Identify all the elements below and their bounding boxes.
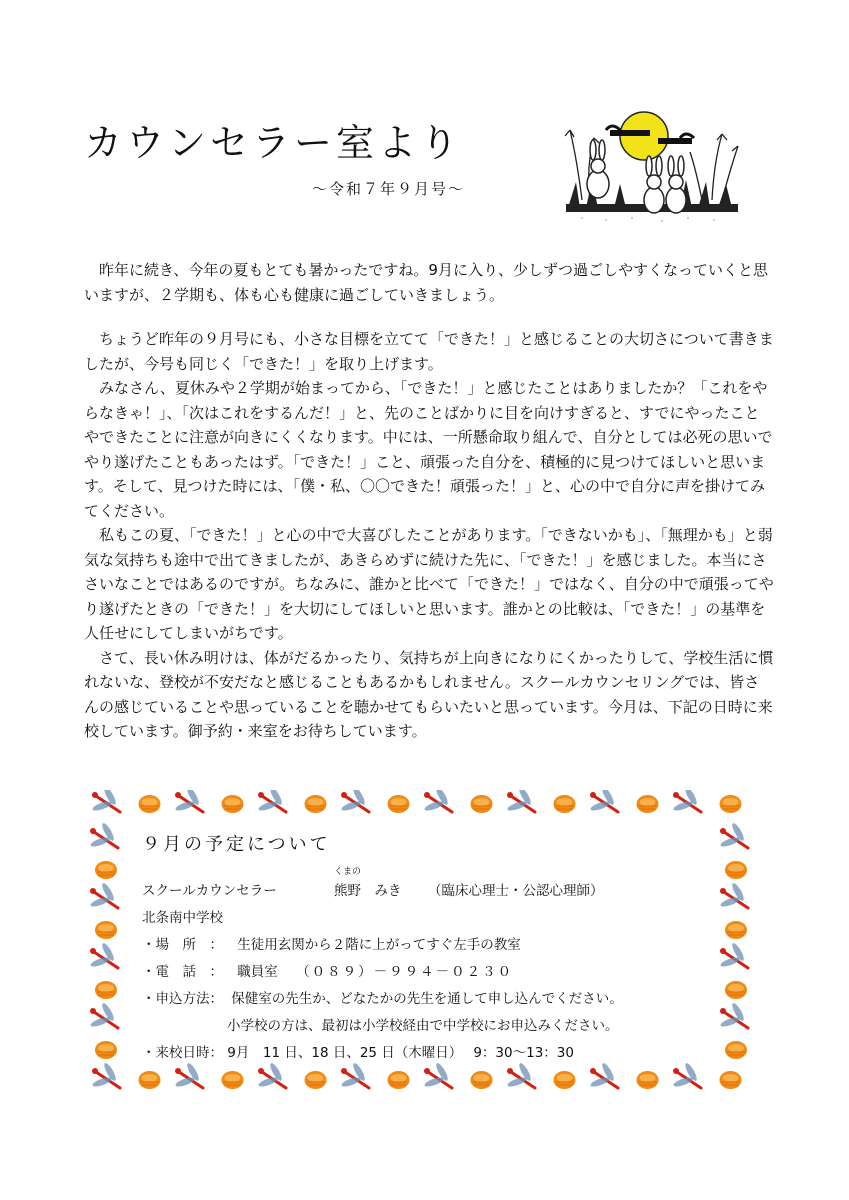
moon-rabbits-illustration bbox=[562, 100, 742, 228]
article-body bbox=[84, 258, 774, 744]
counselor-row bbox=[142, 867, 732, 905]
apply-value: 保健室の先生か、どなたかの先生を通して申し込んでください。 bbox=[231, 991, 623, 1007]
place-label: ・場 所 ： bbox=[142, 937, 223, 953]
persimmon-icon bbox=[471, 795, 493, 813]
persimmon-icon bbox=[95, 861, 117, 879]
dragonfly-icon bbox=[673, 790, 701, 812]
dragonfly-icon bbox=[341, 790, 369, 812]
rabbit-icon bbox=[666, 156, 686, 213]
rabbit-icon bbox=[644, 156, 664, 213]
dragonfly-icon bbox=[90, 882, 118, 909]
persimmon-icon bbox=[471, 1071, 493, 1089]
dates-value: 9月 11 日、18 日、25 日（木曜日） 9：30～13：30 bbox=[227, 1045, 574, 1061]
dragonfly-icon bbox=[90, 822, 118, 849]
rabbit-icon bbox=[587, 140, 609, 198]
persimmon-icon bbox=[637, 1071, 659, 1089]
dragonfly-icon bbox=[507, 790, 535, 812]
dragonfly-icon bbox=[90, 942, 118, 969]
persimmon-icon bbox=[222, 1071, 244, 1089]
apply-row bbox=[142, 986, 732, 1013]
counselor-name: 熊野 みき bbox=[334, 883, 402, 899]
dragonfly-icon bbox=[590, 790, 618, 812]
schedule-title: ９月の予定について bbox=[142, 834, 331, 855]
persimmon-icon bbox=[95, 1041, 117, 1059]
persimmon-icon bbox=[637, 795, 659, 813]
persimmon-icon bbox=[305, 795, 327, 813]
schedule-box bbox=[142, 830, 732, 1067]
phone-number: （０８９）－９９４－０２３０ bbox=[296, 964, 514, 980]
persimmon-icon bbox=[95, 921, 117, 939]
ground-stipple bbox=[581, 217, 715, 222]
place-row bbox=[142, 932, 732, 959]
newsletter-title: カウンセラー室より bbox=[84, 121, 463, 165]
name-ruby: くまの bbox=[334, 867, 362, 877]
paragraph: みなさん、夏休みや２学期が始まってから、「できた！」と感じたことはありましたか？「これをやらなきゃ！」、「次はこれをするんだ！」と、先のことばかりに目を向けすぎると、すでにやったことやできたことに注意が向きにくくなります。中には、一所懸命取り組んで、自分としては必死の思いでやり遂げたこともあったはず。「できた！」こと、頑張った自分を、積極的に見つけてほしいと思います。そして、見つけた時には、「僕・私、〇〇できた！頑張った！」と、心の中で自分に声を掛けてみてください。 bbox=[84, 379, 773, 520]
persimmon-icon bbox=[305, 1071, 327, 1089]
persimmon-icon bbox=[554, 1071, 576, 1089]
paragraph: さて、長い休み明けは、体がだるかったり、気持ちが上向きになりにくかったりして、学校生活に慣れないな、登校が不安だなと感じることもあるかもしれません。スクールカウンセリングでは、皆さんの感じていることや思っていることを聴かせてもらいたいと思っています。今月は、下記の日時に来校しています。御予約・来室をお待ちしています。 bbox=[84, 648, 774, 740]
persimmon-icon bbox=[720, 1071, 742, 1089]
dates-label: ・来校日時： bbox=[142, 1045, 223, 1061]
place-value: 生徒用玄関から２階に上がってすぐ左手の教室 bbox=[237, 937, 521, 953]
persimmon-icon bbox=[139, 795, 161, 813]
dates-row bbox=[142, 1040, 732, 1067]
apply-note: 小学校の方は、最初は小学校経由で中学校にお申込みください。 bbox=[227, 1018, 619, 1034]
counselor-quals: （臨床心理士・公認心理師） bbox=[428, 883, 604, 899]
dragonfly-icon bbox=[92, 790, 120, 812]
dragonfly-icon bbox=[175, 790, 203, 812]
persimmon-icon bbox=[720, 795, 742, 813]
dragonfly-icon bbox=[424, 790, 452, 812]
persimmon-icon bbox=[95, 981, 117, 999]
persimmon-icon bbox=[554, 795, 576, 813]
phone-label: ・電 話 ： bbox=[142, 964, 223, 980]
persimmon-icon bbox=[222, 795, 244, 813]
paragraph: 昨年に続き、今年の夏もとても暑かったですね。9月に入り、少しずつ過ごしやすくなっていくと思いますが、２学期も、体も心も健康に過ごしていきましょう。 bbox=[84, 261, 768, 304]
persimmon-icon bbox=[139, 1071, 161, 1089]
dragonfly-icon bbox=[90, 1002, 118, 1029]
phone-dept: 職員室 bbox=[237, 964, 278, 980]
paragraph: 私もこの夏、「できた！」と心の中で大喜びしたことがあります。「できないかも」、「無理かも」と弱気な気持ちも途中で出てきましたが、あきらめずに続けた先に、「できた！」を感じました。本当にささいなことではあるのですが。ちなみに、誰かと比べて「できた！」ではなく、自分の中で頑張ってやり遂げたときの「できた！」を大切にしてほしいと思います。誰かとの比較は、「できた！」の基準を人任せにしてしまいがちです。 bbox=[84, 526, 774, 642]
dragonfly-icon bbox=[92, 1062, 120, 1089]
apply-label: ・申込方法： bbox=[142, 991, 223, 1007]
counselor-label: スクールカウンセラー bbox=[142, 883, 277, 899]
persimmon-icon bbox=[388, 795, 410, 813]
persimmon-icon bbox=[388, 1071, 410, 1089]
paragraph: ちょうど昨年の９月号にも、小さな目標を立てて「できた！」と感じることの大切さについて書きましたが、今号も同じく「できた！」を取り上げます。 bbox=[84, 330, 774, 373]
issue-label: ～令和７年９月号～ bbox=[312, 180, 466, 198]
school-name: 北条南中学校 bbox=[142, 910, 223, 926]
dragonfly-icon bbox=[258, 790, 286, 812]
phone-row bbox=[142, 959, 732, 986]
